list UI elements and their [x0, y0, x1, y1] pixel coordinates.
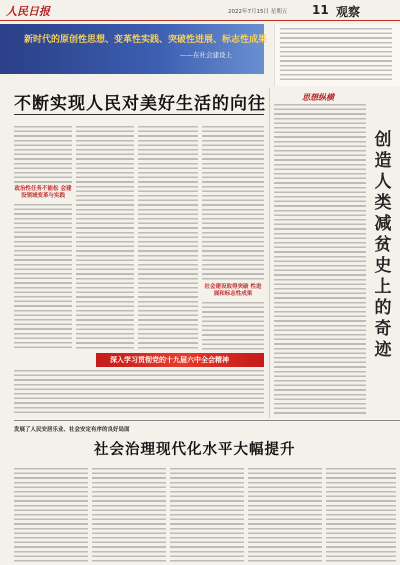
article-column-3: [138, 126, 198, 350]
article-column-4a: [202, 126, 264, 280]
banner-title: 新时代的原创性思想、变革性实践、突破性进展、标志性成果: [24, 35, 268, 45]
second-article-column-5: [326, 468, 396, 562]
second-article-column-3: [170, 468, 244, 562]
headline-rule: [14, 114, 264, 115]
banner-subtitle: ——在社会建设上: [180, 51, 232, 59]
second-article-kicker: 发展了人民安居乐业、社会安定有序的良好局面: [14, 427, 130, 433]
second-article-column-4: [248, 468, 322, 562]
second-article-column-1: [14, 468, 88, 562]
issue-date: 2022年7月15日 星期五: [228, 9, 288, 15]
commentary-text: [274, 104, 366, 416]
column-divider: [269, 88, 270, 418]
newspaper-logo: 人民日报: [6, 5, 50, 18]
column-tag: 思想纵横: [302, 92, 334, 102]
commentary-title: 创造人类减贫史上的奇迹: [374, 130, 392, 360]
page-number: 11: [312, 3, 329, 17]
campaign-banner-text: 深入学习贯彻党的十九届六中全会精神: [110, 356, 229, 364]
section-name: 观察: [336, 5, 361, 19]
article-column-2: [76, 126, 134, 350]
second-article-column-2: [92, 468, 166, 562]
subhead-1: 政治性任务不能松 会建设领域变革与实践: [14, 186, 72, 199]
section-rule: [14, 420, 400, 421]
second-article-headline: 社会治理现代化水平大幅提升: [94, 441, 296, 458]
right-top-text-block: [280, 28, 392, 82]
article-column-4b: [202, 302, 264, 350]
main-headline: 不断实现人民对美好生活的向往: [14, 94, 266, 114]
article-column-1a: [14, 126, 72, 184]
article-column-1b: [14, 204, 72, 350]
article-tail-columns: [14, 370, 264, 416]
subhead-2: 社会建设取得突破 性进展和标志性成果: [204, 284, 262, 297]
